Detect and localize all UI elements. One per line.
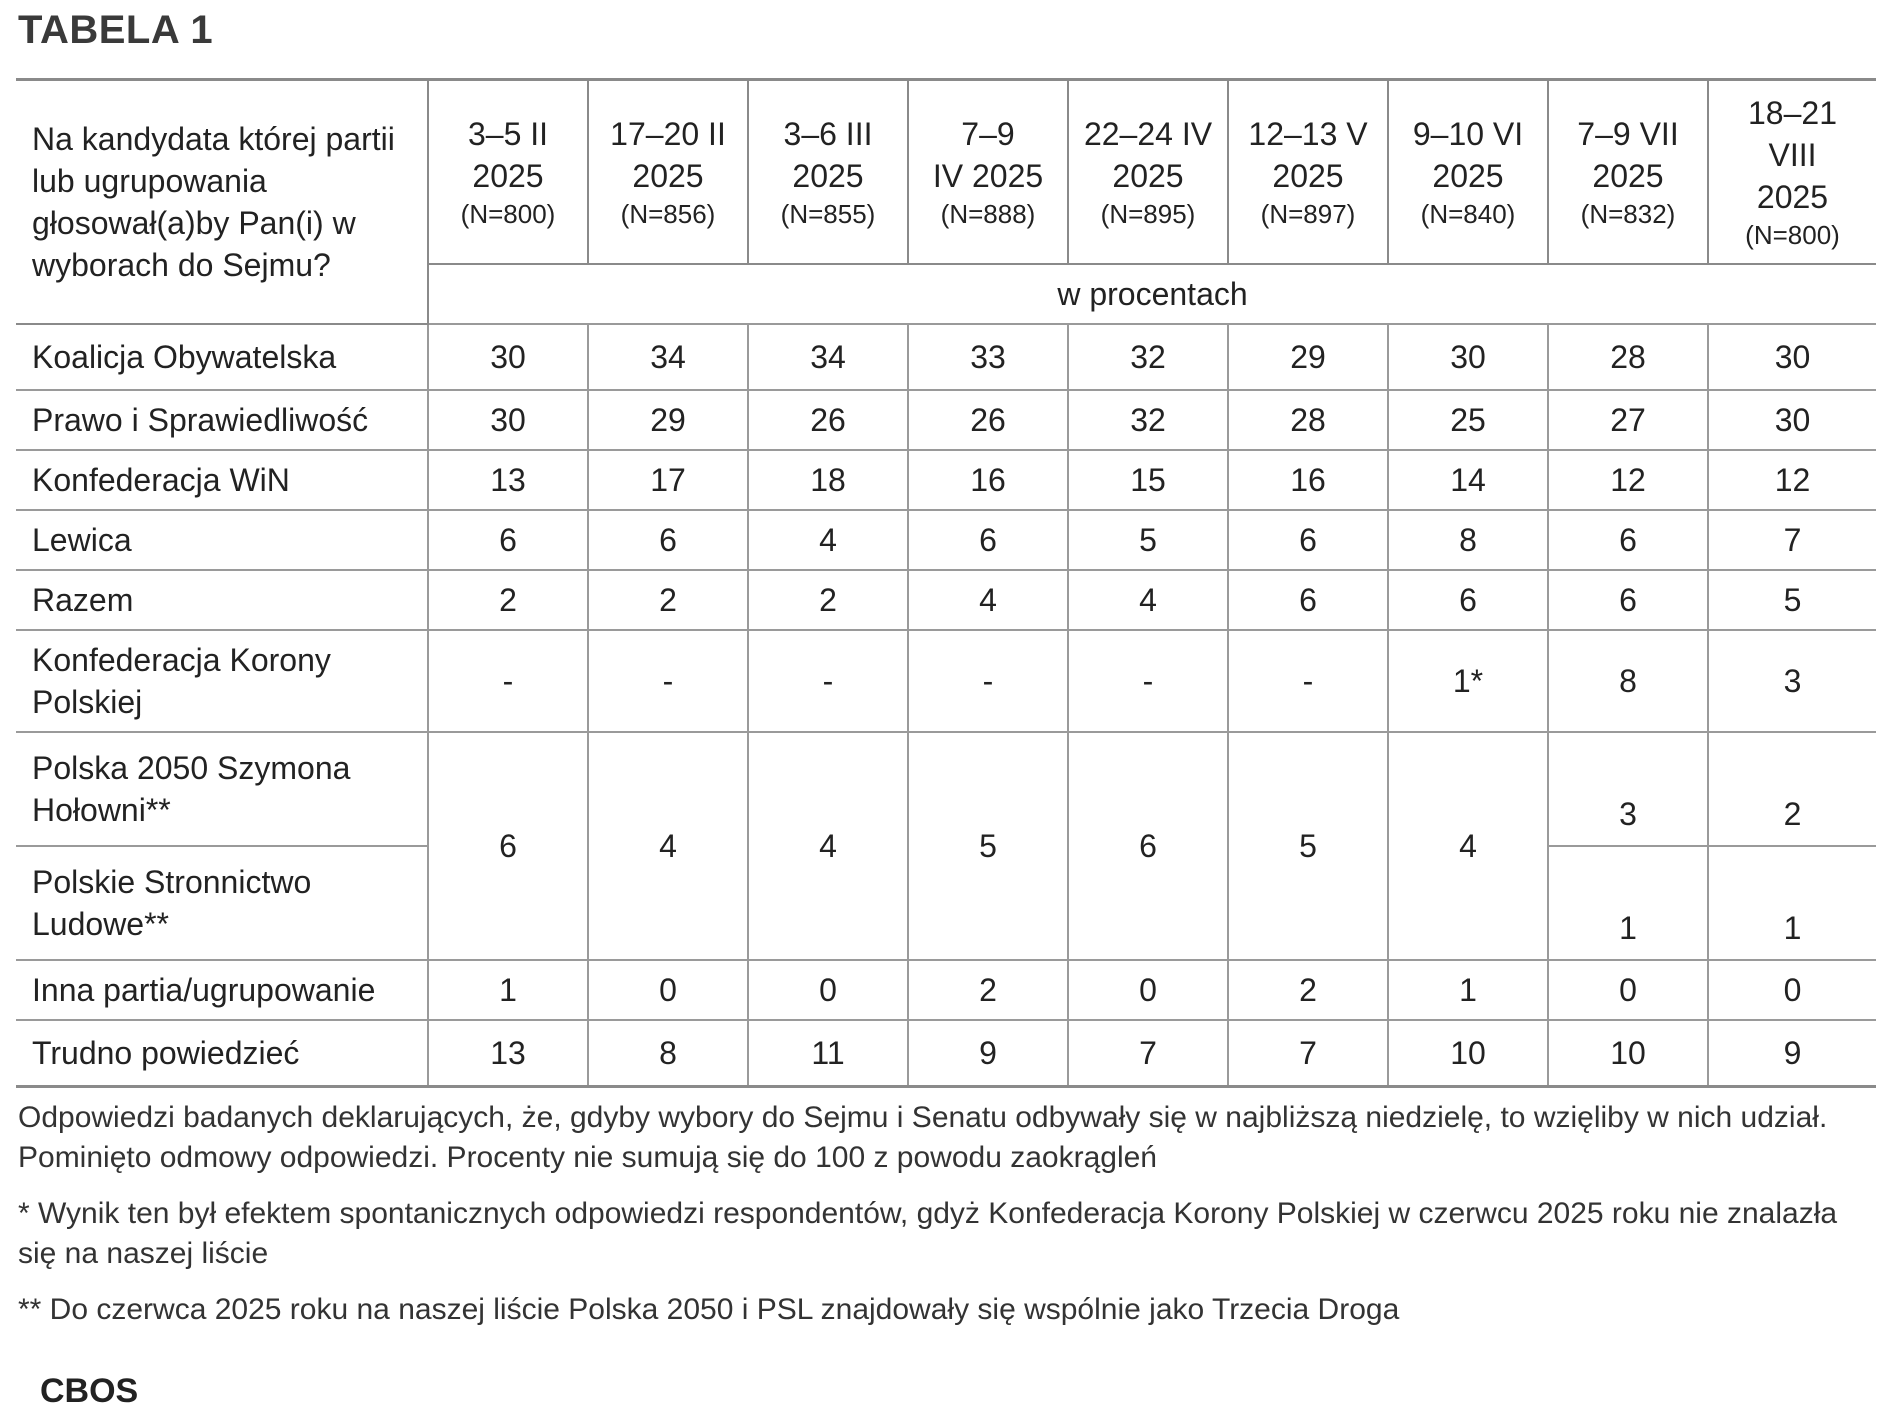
sample-size: (N=800): [460, 199, 556, 229]
date-line-1: 18–21: [1748, 95, 1837, 131]
date-line-2: IV 2025: [932, 158, 1044, 194]
cell-value: 1: [1548, 846, 1708, 960]
question-header: Na kandydata której partii lub ugrupowania głosował(a)by Pan(i) w wyborach do Sejmu?: [16, 80, 428, 325]
cell-value: 2: [1228, 960, 1388, 1020]
date-line-3: 2025: [1756, 179, 1829, 215]
cell-value: 1*: [1388, 630, 1548, 732]
cell-value: 13: [428, 450, 588, 510]
cell-value: 8: [588, 1020, 748, 1087]
cell-value: 1: [1708, 846, 1876, 960]
date-line-1: 9–10 VI: [1412, 116, 1524, 152]
footnote-single-asterisk: * Wynik ten był efektem spontanicznych odpowiedzi respondentów, gdyż Konfederacja Korony Polskiej w czerwcu 2025 roku nie znalazła się na naszej liście: [18, 1197, 1838, 1270]
row-label: Razem: [16, 570, 428, 630]
cell-value: 30: [428, 324, 588, 390]
cell-value: 0: [1708, 960, 1876, 1020]
cell-value: 0: [748, 960, 908, 1020]
cell-value: 10: [1548, 1020, 1708, 1087]
cell-value: 6: [908, 510, 1068, 570]
sample-size: (N=800): [1745, 220, 1840, 250]
cell-value: 34: [588, 324, 748, 390]
results-table-wrap: [16, 78, 1876, 1088]
row-label: Polskie Stronnictwo Ludowe**: [16, 846, 428, 960]
column-header: [428, 80, 588, 265]
date-line-1: 3–6 III: [783, 116, 873, 152]
cell-value: 34: [748, 324, 908, 390]
cell-value: 2: [908, 960, 1068, 1020]
column-header: [588, 80, 748, 265]
cell-value: -: [908, 630, 1068, 732]
cell-value: 1: [428, 960, 588, 1020]
cell-value: 5: [908, 732, 1068, 960]
cell-value: -: [1068, 630, 1228, 732]
row-label: Inna partia/ugrupowanie: [16, 960, 428, 1020]
cell-value: 26: [908, 390, 1068, 450]
cell-value: 4: [1068, 570, 1228, 630]
cell-value: 6: [588, 510, 748, 570]
table-row: [16, 450, 1876, 510]
date-line-2: 2025: [1272, 158, 1344, 194]
cell-value: 6: [1228, 510, 1388, 570]
cell-value: 0: [1068, 960, 1228, 1020]
row-label: Konfederacja Korony Polskiej: [16, 630, 428, 732]
cell-value: 0: [588, 960, 748, 1020]
sample-size: (N=888): [940, 199, 1036, 229]
table-row: [16, 1020, 1876, 1087]
date-line-2: 2025: [632, 158, 704, 194]
sample-size: (N=897): [1260, 199, 1356, 229]
cell-value: 6: [428, 510, 588, 570]
date-line-1: 12–13 V: [1248, 116, 1368, 152]
column-header: [908, 80, 1068, 265]
date-line-2: 2025: [1592, 158, 1664, 194]
date-line-2: VIII: [1768, 137, 1817, 173]
cell-value: 4: [588, 732, 748, 960]
date-line-1: 7–9: [961, 116, 1015, 152]
row-label: Konfederacja WiN: [16, 450, 428, 510]
sample-size: (N=856): [620, 199, 716, 229]
row-label: Polska 2050 Szymona Hołowni**: [16, 732, 428, 846]
cell-value: 30: [1388, 324, 1548, 390]
table-title: TABELA 1: [18, 8, 214, 52]
cell-value: -: [588, 630, 748, 732]
table-row: [16, 630, 1876, 732]
table-row: [16, 510, 1876, 570]
footnote-main: Odpowiedzi badanych deklarujących, że, gdyby wybory do Sejmu i Senatu odbywały się w najbliższą niedzielę, to wzięliby w nich udział. Pominięto odmowy odpowiedzi. Procenty nie sumują się do 100 z powodu zaokrągleń: [18, 1101, 1828, 1174]
cell-value: 4: [748, 510, 908, 570]
table-row: [16, 390, 1876, 450]
cell-value: 32: [1068, 324, 1228, 390]
date-line-2: 2025: [1112, 158, 1184, 194]
cell-value: 16: [1228, 450, 1388, 510]
cell-value: -: [1228, 630, 1388, 732]
cell-value: 16: [908, 450, 1068, 510]
cell-value: 7: [1708, 510, 1876, 570]
date-line-1: 7–9 VII: [1577, 116, 1679, 152]
cell-value: 3: [1708, 630, 1876, 732]
date-line-2: 2025: [1432, 158, 1504, 194]
cell-value: 30: [428, 390, 588, 450]
cell-value: 10: [1388, 1020, 1548, 1087]
column-header: [1388, 80, 1548, 265]
cell-value: 8: [1388, 510, 1548, 570]
column-header: [748, 80, 908, 265]
cell-value: 28: [1228, 390, 1388, 450]
column-header: [1228, 80, 1388, 265]
cell-value: -: [428, 630, 588, 732]
cell-value: -: [748, 630, 908, 732]
table-row: [16, 324, 1876, 390]
cell-value: 3: [1548, 732, 1708, 846]
sample-size: (N=832): [1580, 199, 1676, 229]
date-line-2: 2025: [472, 158, 544, 194]
cell-value: 28: [1548, 324, 1708, 390]
cell-value: 2: [1708, 732, 1876, 846]
cell-value: 29: [1228, 324, 1388, 390]
header-row: [16, 80, 1876, 265]
cell-value: 1: [1388, 960, 1548, 1020]
date-line-2: 2025: [792, 158, 864, 194]
date-line-1: 22–24 IV: [1083, 116, 1213, 152]
cell-value: 4: [1388, 732, 1548, 960]
cell-value: 5: [1228, 732, 1388, 960]
row-label: Prawo i Sprawiedliwość: [16, 390, 428, 450]
cell-value: 2: [588, 570, 748, 630]
table-row: [16, 570, 1876, 630]
cell-value: 26: [748, 390, 908, 450]
cell-value: 6: [1548, 570, 1708, 630]
row-label: Koalicja Obywatelska: [16, 324, 428, 390]
cell-value: 30: [1708, 324, 1876, 390]
cell-value: 25: [1388, 390, 1548, 450]
cell-value: 15: [1068, 450, 1228, 510]
sample-size: (N=895): [1100, 199, 1196, 229]
sample-size: (N=840): [1420, 199, 1516, 229]
results-table: [16, 78, 1876, 1088]
cell-value: 32: [1068, 390, 1228, 450]
cell-value: 9: [1708, 1020, 1876, 1087]
cell-value: 6: [1388, 570, 1548, 630]
cell-value: 9: [908, 1020, 1068, 1087]
cell-value: 7: [1228, 1020, 1388, 1087]
column-header: [1068, 80, 1228, 265]
cell-value: 4: [748, 732, 908, 960]
cell-value: 2: [748, 570, 908, 630]
cell-value: 18: [748, 450, 908, 510]
unit-label: w procentach: [428, 264, 1876, 324]
cell-value: 29: [588, 390, 748, 450]
cell-value: 8: [1548, 630, 1708, 732]
cell-value: 6: [428, 732, 588, 960]
row-label: Lewica: [16, 510, 428, 570]
source-brand: CBOS: [40, 1372, 139, 1410]
cell-value: 17: [588, 450, 748, 510]
sample-size: (N=855): [780, 199, 876, 229]
cell-value: 7: [1068, 1020, 1228, 1087]
cell-value: 12: [1708, 450, 1876, 510]
footnote-double-asterisk: ** Do czerwca 2025 roku na naszej liście Polska 2050 i PSL znajdowały się wspólnie jako Trzecia Droga: [18, 1293, 1400, 1326]
column-header: [1708, 80, 1876, 265]
table-row: [16, 732, 1876, 846]
cell-value: 5: [1708, 570, 1876, 630]
cell-value: 0: [1548, 960, 1708, 1020]
cell-value: 14: [1388, 450, 1548, 510]
cell-value: 5: [1068, 510, 1228, 570]
date-line-1: 3–5 II: [467, 116, 549, 152]
date-line-1: 17–20 II: [610, 116, 726, 152]
cell-value: 11: [748, 1020, 908, 1087]
cell-value: 12: [1548, 450, 1708, 510]
footnotes: [18, 1098, 1868, 1346]
cell-value: 6: [1068, 732, 1228, 960]
column-header: [1548, 80, 1708, 265]
cell-value: 33: [908, 324, 1068, 390]
cell-value: 30: [1708, 390, 1876, 450]
cell-value: 27: [1548, 390, 1708, 450]
cell-value: 13: [428, 1020, 588, 1087]
cell-value: 2: [428, 570, 588, 630]
row-label: Trudno powiedzieć: [16, 1020, 428, 1087]
cell-value: 6: [1228, 570, 1388, 630]
table-row: [16, 960, 1876, 1020]
cell-value: 6: [1548, 510, 1708, 570]
cell-value: 4: [908, 570, 1068, 630]
